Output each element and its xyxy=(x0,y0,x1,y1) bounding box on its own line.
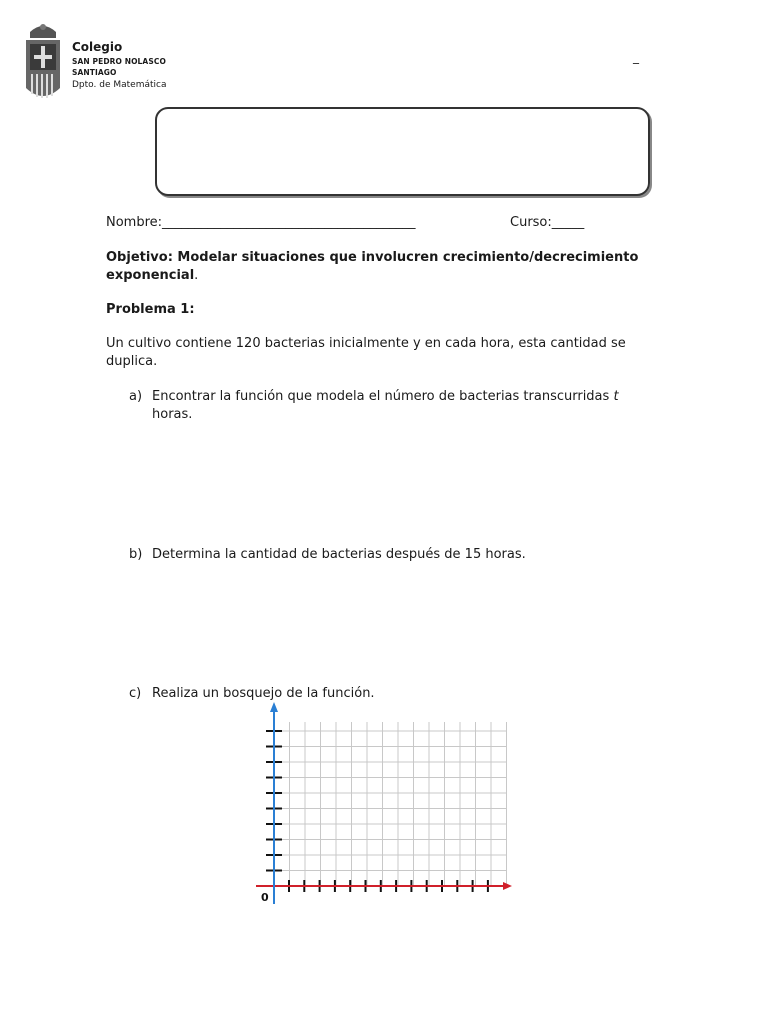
item-c-text: Realiza un bosquejo de la función. xyxy=(152,686,375,701)
y-axis-arrow-icon xyxy=(270,702,278,712)
school-name-line1: SAN PEDRO NOLASCO xyxy=(72,57,166,66)
objective-period: . xyxy=(194,268,199,283)
problem-title: Problema 1: xyxy=(106,302,195,317)
problem-statement: Un cultivo contiene 120 bacterias inicialmente y en cada hora, esta cantidad se duplica. xyxy=(106,336,626,369)
grid-lines xyxy=(274,722,507,886)
objective-text: Objetivo: Modelar situaciones que involucren crecimiento/decrecimiento exponencial xyxy=(106,250,639,283)
item-a-text-after: horas. xyxy=(152,407,193,422)
item-c-label: c) xyxy=(129,686,142,701)
x-axis-arrow-icon xyxy=(503,882,512,890)
item-a-label: a) xyxy=(129,389,143,404)
school-crest-logo xyxy=(22,18,64,106)
item-b-text: Determina la cantidad de bacterias después de 15 horas. xyxy=(152,547,526,562)
name-field-label: Nombre:_______________________________________ xyxy=(106,215,416,230)
item-a-text-before: Encontrar la función que modela el número de bacterias transcurridas xyxy=(152,389,614,404)
sketch-grid xyxy=(248,700,518,910)
origin-label: 0 xyxy=(261,891,269,904)
item-a-text xyxy=(152,388,642,424)
title-box xyxy=(155,107,650,196)
objective xyxy=(106,249,646,285)
course-field-label: Curso:_____ xyxy=(510,215,585,230)
header-dash: _ xyxy=(633,50,639,64)
item-b-label: b) xyxy=(129,547,143,562)
item-a-variable: t xyxy=(613,389,619,404)
school-name: Colegio xyxy=(72,40,123,54)
school-name-line2: SANTIAGO xyxy=(72,68,117,77)
department-label: Dpto. de Matemática xyxy=(72,80,167,90)
